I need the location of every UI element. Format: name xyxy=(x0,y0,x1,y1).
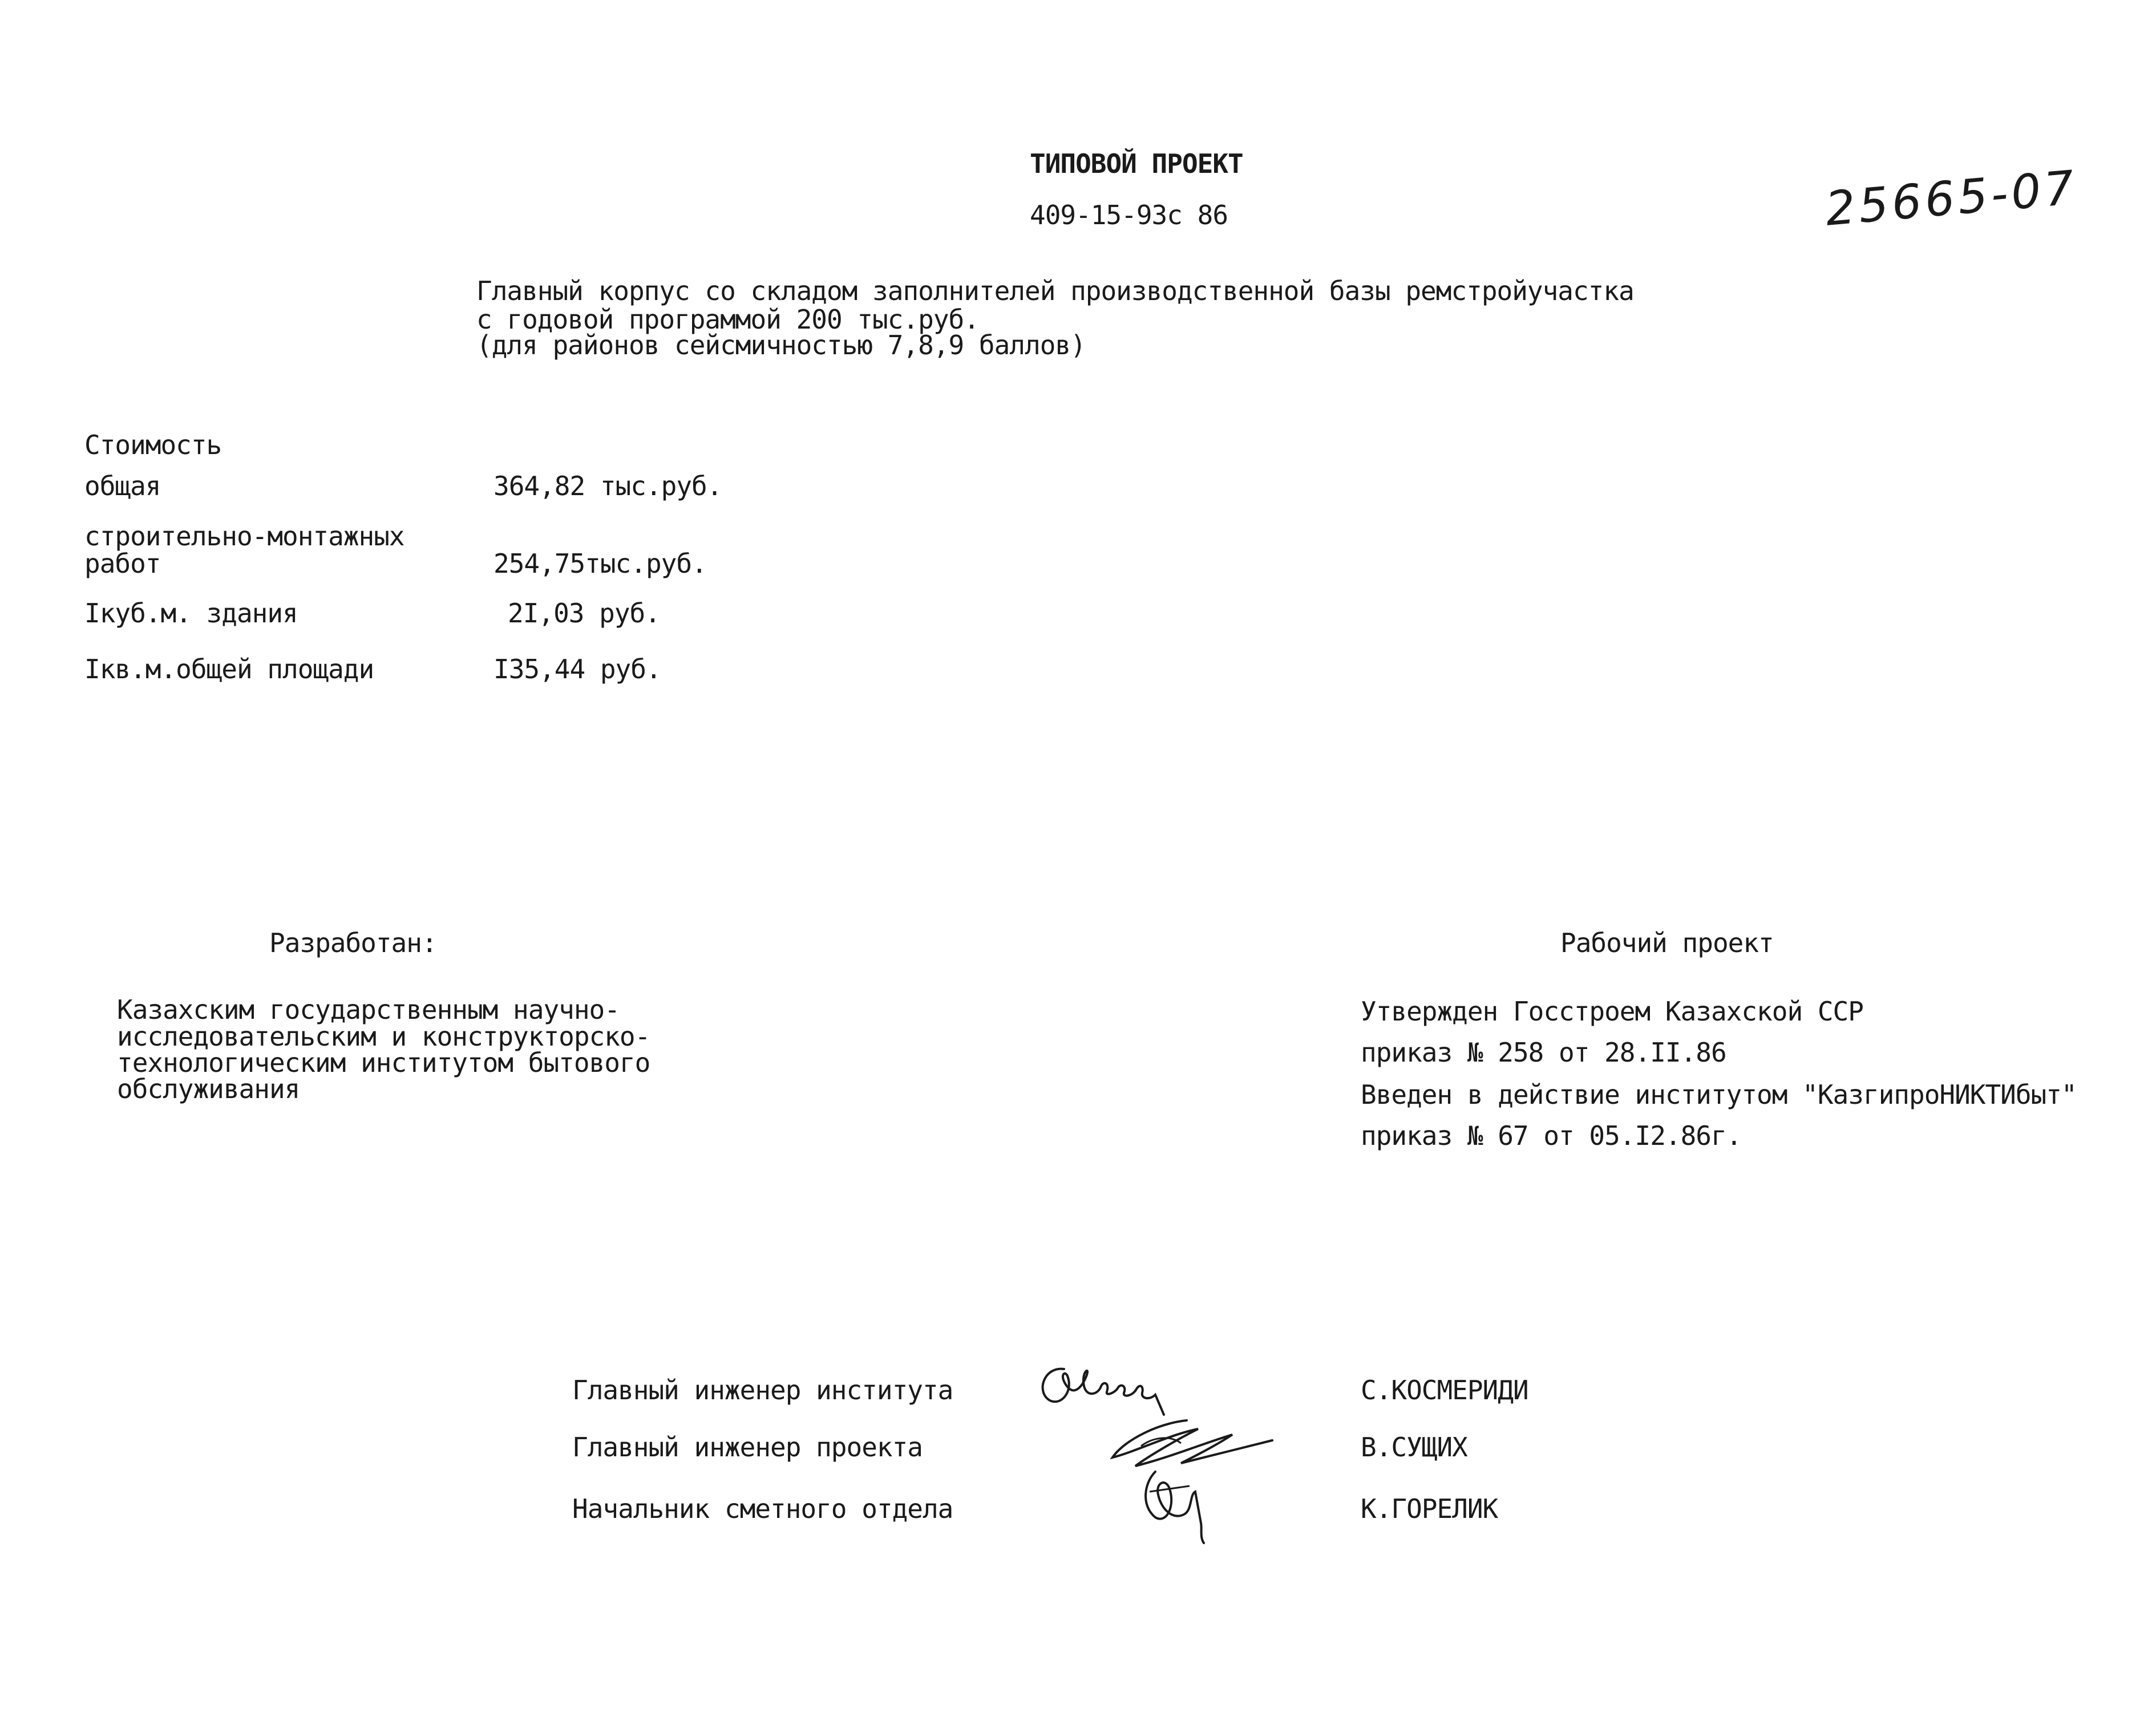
cost-value-construction: 254,75тыс.руб. xyxy=(494,548,707,579)
handwritten-signature-head-estimate-dept xyxy=(1132,1460,1258,1546)
approval-line-3: Введен в действие институтом "КазгипроНИКТИбыт" xyxy=(1361,1079,2077,1110)
cost-label-per-square-meter: Iкв.м.общей площади xyxy=(84,654,374,685)
project-name-line-2: с годовой программой 200 тыс.руб. xyxy=(476,304,979,335)
developed-heading: Разработан: xyxy=(269,928,437,958)
project-name-line-3: (для районов сейсмичностью 7,8,9 баллов) xyxy=(476,330,1086,361)
registration-number: 25665-07 xyxy=(1823,160,2080,237)
cost-label-total: общая xyxy=(84,471,161,501)
approval-line-1: Утвержден Госстроем Казахской ССР xyxy=(1361,996,1863,1027)
cost-value-total: 364,82 тыс.руб. xyxy=(494,471,722,501)
cost-value-per-cubic-meter: 2I,03 руб. xyxy=(508,598,660,629)
signature-position-1: Главный инженер института xyxy=(572,1375,953,1406)
approval-line-2: приказ № 258 от 28.II.86 xyxy=(1361,1037,1726,1068)
project-code: 409-15-93с 86 xyxy=(1030,200,1228,230)
cost-label-per-cubic-meter: Iкуб.м. здания xyxy=(84,598,298,629)
cost-label-construction-line-1: строительно-монтажных xyxy=(84,521,404,552)
document-type-title: ТИПОВОЙ ПРОЕКТ xyxy=(1030,148,1243,179)
cost-label-construction-line-2: работ xyxy=(84,548,161,579)
developed-line-2: исследовательским и конструкторско- xyxy=(117,1021,650,1052)
approval-line-4: приказ № 67 от 05.I2.86г. xyxy=(1361,1120,1742,1151)
signature-position-2: Главный инженер проекта xyxy=(572,1432,923,1463)
signature-position-3: Начальник сметного отдела xyxy=(572,1493,953,1524)
developed-line-1: Казахским государственным научно- xyxy=(117,994,620,1025)
developed-line-4: обслуживания xyxy=(117,1074,300,1104)
signature-name-3: К.ГОРЕЛИК xyxy=(1361,1493,1498,1524)
developed-line-3: технологическим институтом бытового xyxy=(117,1047,650,1078)
cost-heading: Стоимость xyxy=(84,430,222,460)
cost-value-per-square-meter: I35,44 руб. xyxy=(494,654,661,685)
working-project-heading: Рабочий проект xyxy=(1560,928,1774,958)
signature-name-1: С.КОСМЕРИДИ xyxy=(1361,1375,1528,1406)
project-name-line-1: Главный корпус со складом заполнителей производственной базы ремстройучастка xyxy=(476,276,1634,306)
signature-name-2: В.СУЩИХ xyxy=(1361,1432,1467,1463)
